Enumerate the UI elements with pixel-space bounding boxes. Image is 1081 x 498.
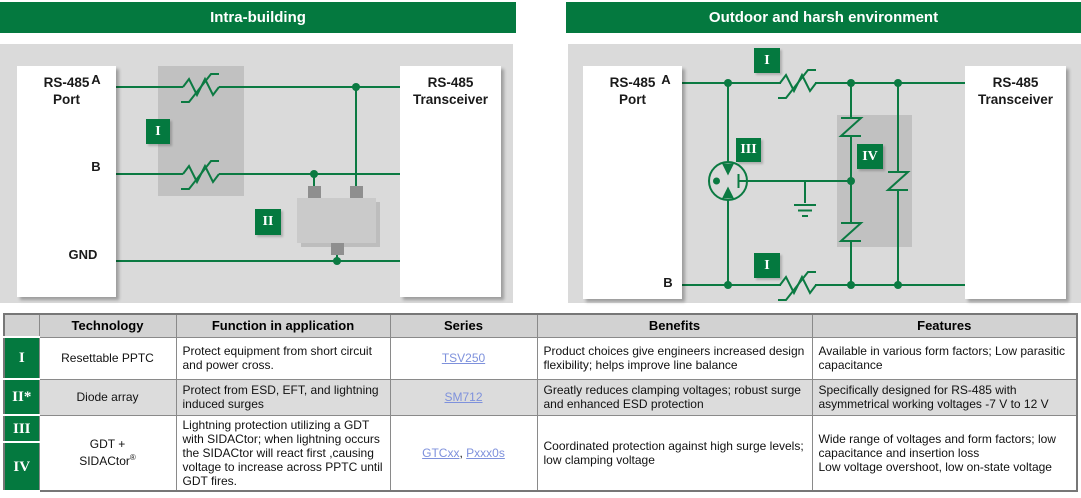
series-link-tsv250[interactable]: TSV250 bbox=[441, 351, 486, 365]
row-num-iv: IV bbox=[4, 442, 39, 491]
left-panel-title: Intra-building bbox=[210, 9, 306, 26]
technology-cell: Resettable PPTC bbox=[39, 337, 176, 379]
pin-label-gnd: GND bbox=[68, 247, 98, 262]
technology-cell bbox=[39, 415, 176, 491]
badge-pptc-top-i: I bbox=[754, 48, 780, 73]
features-line1: Wide range of voltages and form factors; low capacitance and insertion loss bbox=[818, 431, 1056, 460]
left-transceiver-box bbox=[400, 66, 501, 297]
circuit-wires bbox=[681, 83, 965, 285]
junction-dot bbox=[847, 79, 855, 87]
row-num-ii: II* bbox=[4, 379, 39, 415]
row-num-i: I bbox=[4, 337, 39, 379]
series-cell bbox=[390, 379, 537, 415]
series-separator: , bbox=[459, 445, 467, 460]
benefits-cell: Coordinated protection against high surge levels; low clamping voltage bbox=[537, 415, 812, 491]
badge-sidactor-iv: IV bbox=[857, 144, 883, 169]
protection-table bbox=[3, 313, 1078, 492]
series-cell bbox=[390, 337, 537, 379]
junction-dot bbox=[894, 79, 902, 87]
junction-dot bbox=[847, 281, 855, 289]
pin-label-a: A bbox=[661, 72, 671, 87]
badge-gdt-iii: III bbox=[736, 138, 761, 162]
technology-cell: Diode array bbox=[39, 379, 176, 415]
port-label-line2: Port bbox=[619, 92, 646, 107]
table-header-row bbox=[4, 314, 1077, 337]
series-cell bbox=[390, 415, 537, 491]
transceiver-label-line2: Transceiver bbox=[977, 92, 1054, 107]
pptc-symbol-line-b bbox=[778, 272, 816, 300]
pin-label-b: B bbox=[91, 159, 101, 174]
table-row bbox=[4, 379, 1077, 415]
benefits-cell: Greatly reduces clamping voltages; robust surge and enhanced ESD protection bbox=[537, 379, 812, 415]
features-cell bbox=[812, 415, 1077, 491]
header-function: Function in application bbox=[176, 314, 390, 337]
header-benefits: Benefits bbox=[537, 314, 812, 337]
right-panel-header bbox=[566, 2, 1081, 33]
header-features: Features bbox=[812, 314, 1077, 337]
port-label-line2: Port bbox=[53, 92, 80, 107]
header-series: Series bbox=[390, 314, 537, 337]
left-panel-header bbox=[0, 2, 516, 33]
junction-dot bbox=[724, 79, 732, 87]
intra-building-panel bbox=[0, 44, 513, 303]
port-label-line1: RS-485 bbox=[609, 75, 656, 90]
header-technology: Technology bbox=[39, 314, 176, 337]
junction-dot bbox=[310, 170, 318, 178]
features-cell: Specifically designed for RS-485 with asymmetrical working voltages -7 V to 12 V bbox=[812, 379, 1077, 415]
junction-dot bbox=[333, 257, 341, 265]
features-cell: Available in various form factors; Low parasitic capacitance bbox=[812, 337, 1077, 379]
badge-pptc-bottom-i: I bbox=[754, 253, 780, 278]
technology-line2: SIDACtor bbox=[79, 454, 130, 469]
features-line2: Low voltage overshoot, low on-state voltage bbox=[818, 459, 1052, 474]
outdoor-panel bbox=[568, 44, 1081, 303]
gdt-symbol bbox=[709, 162, 747, 200]
junction-dot bbox=[352, 83, 360, 91]
technology-line1: GDT + bbox=[89, 437, 126, 452]
table-row bbox=[4, 337, 1077, 379]
junction-dot bbox=[847, 177, 855, 185]
function-cell: Lightning protection utilizing a GDT with SIDACtor; when lightning occurs the SIDACtor will react first ,causing voltage to increase across PPTC until GDT fires. bbox=[176, 415, 390, 491]
benefits-cell: Product choices give engineers increased design flexibility; helps improve line balance bbox=[537, 337, 812, 379]
series-link-gtcxx[interactable]: GTCxx bbox=[422, 445, 460, 460]
junction-dot bbox=[724, 281, 732, 289]
diode-array-component bbox=[297, 186, 380, 255]
row-num-iii: III bbox=[4, 415, 39, 442]
port-label-line1: RS-485 bbox=[43, 75, 90, 90]
pin-label-a: A bbox=[91, 72, 101, 87]
badge-pptc-i: I bbox=[146, 119, 170, 144]
header-num bbox=[4, 314, 39, 337]
pptc-symbol-line-a bbox=[778, 70, 816, 98]
left-port-box bbox=[17, 66, 116, 297]
right-transceiver-box bbox=[965, 66, 1066, 299]
right-port-box bbox=[583, 66, 682, 299]
series-link-sm712[interactable]: SM712 bbox=[444, 390, 483, 404]
registered-mark: ® bbox=[129, 453, 136, 463]
transceiver-label-line2: Transceiver bbox=[412, 92, 489, 107]
ground-icon bbox=[794, 205, 816, 216]
function-cell: Protect equipment from short circuit and power cross. bbox=[176, 337, 390, 379]
pin-label-b: B bbox=[663, 275, 673, 290]
function-cell: Protect from ESD, EFT, and lightning induced surges bbox=[176, 379, 390, 415]
table-row bbox=[4, 415, 1077, 442]
transceiver-label-line1: RS-485 bbox=[427, 75, 474, 90]
junction-dot bbox=[894, 281, 902, 289]
badge-diode-array-ii: II bbox=[255, 209, 281, 235]
series-link-pxxx0s[interactable]: Pxxx0s bbox=[466, 445, 505, 460]
right-panel-title: Outdoor and harsh environment bbox=[708, 9, 939, 26]
transceiver-label-line1: RS-485 bbox=[992, 75, 1039, 90]
